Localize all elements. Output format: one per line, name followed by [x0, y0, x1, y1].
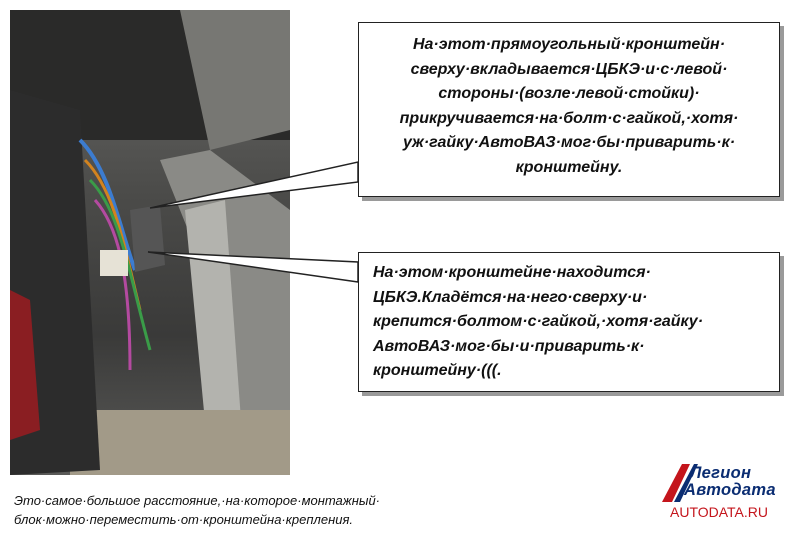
logo-url: AUTODATA.RU	[670, 504, 769, 520]
photo	[10, 10, 290, 475]
logo	[660, 458, 790, 526]
logo-line2: Автодата	[684, 481, 776, 499]
photo-floor	[70, 410, 290, 475]
callout-bottom: На·этом·кронштейне·находится· ЦБКЭ.Кладётся·на·него·сверху·и· крепится·болтом·с·гайкой,·хотя·гайку· АвтоВАЗ·мог·бы·и·приварить·к· кронштейну·(((.	[358, 252, 780, 392]
photo-wire	[95, 200, 130, 370]
callout-top: На·этот·прямоугольный·кронштейн· сверху·вкладывается·ЦБКЭ·и·с·левой· стороны·(возле·левой·стойки)· прикручивается·на·болт·с·гайкой,·хотя· уж·гайку·АвтоВАЗ·мог·бы·приварить·к· кронштейну.	[358, 22, 780, 197]
photo-white-connector	[100, 250, 128, 276]
photo-scene	[10, 10, 290, 475]
caption: Это·самое·большое расстояние,·на·которое·монтажный· блок·можно·переместить·от·кронштейна·крепления.	[14, 493, 381, 527]
photo-bracket	[130, 205, 165, 272]
logo-line1: Легион	[690, 464, 752, 482]
